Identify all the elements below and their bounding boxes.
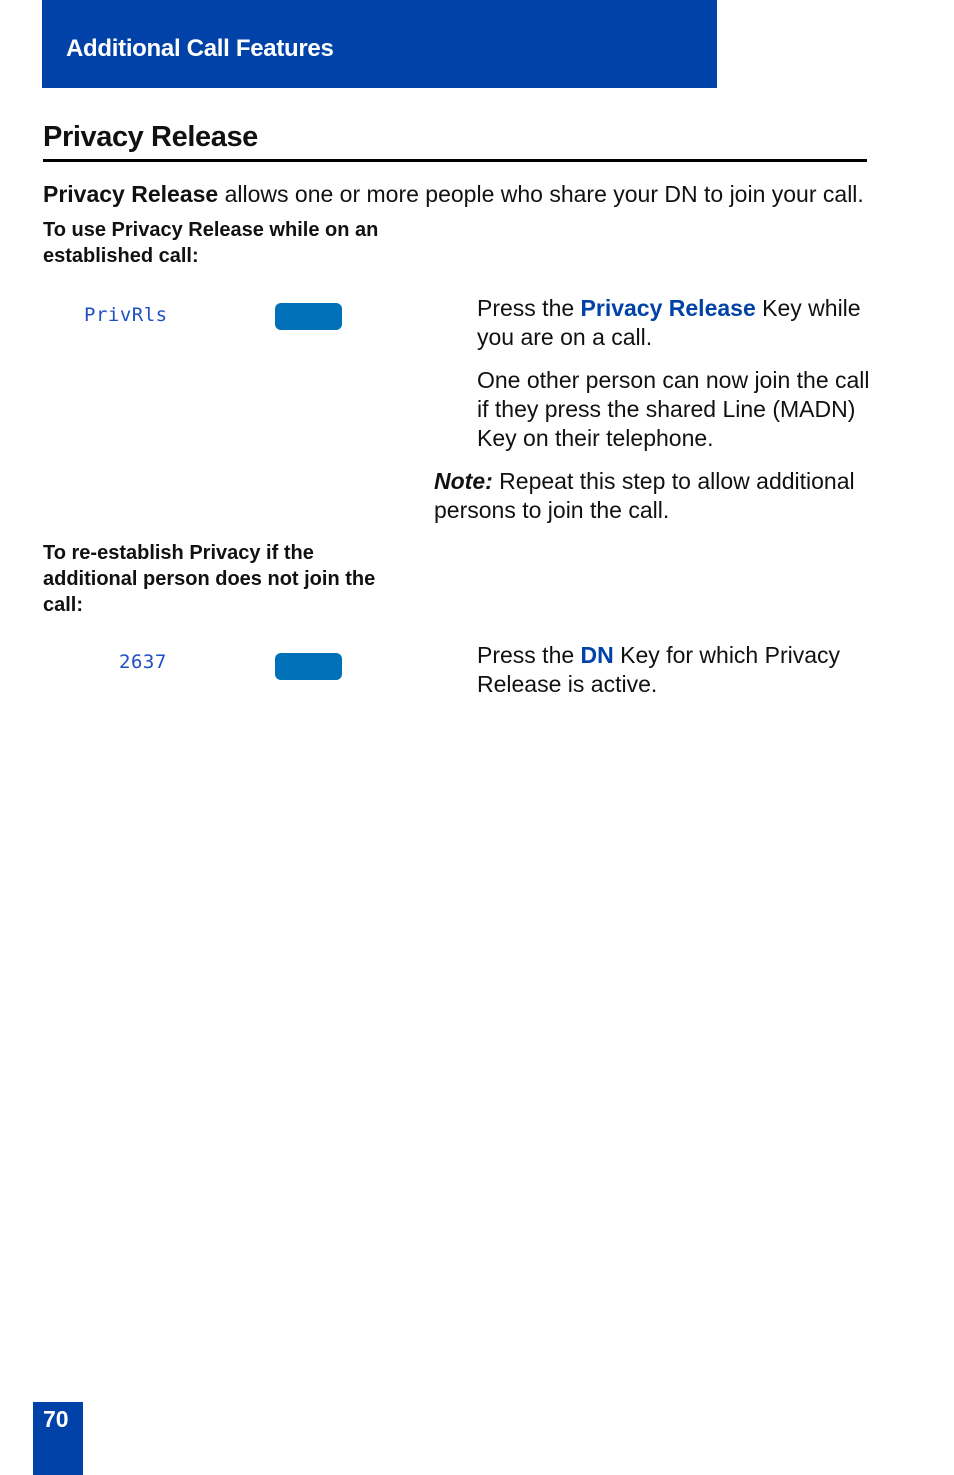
step2-instruction-prefix: Press the <box>477 642 581 668</box>
step1-instruction-prefix: Press the <box>477 295 581 321</box>
dn-display-label: 2637 <box>119 651 167 673</box>
intro-paragraph <box>43 180 923 209</box>
note-label: Note: <box>434 468 493 494</box>
step1-instruction <box>477 294 867 352</box>
privacy-release-key-button[interactable] <box>275 303 342 330</box>
step1-note <box>434 467 864 525</box>
step1-heading: To use Privacy Release while on an established call: <box>43 219 379 267</box>
header-band <box>42 0 717 88</box>
step2-heading: To re-establish Privacy if the additional person does not join the call: <box>43 542 376 616</box>
header-title: Additional Call Features <box>66 35 334 62</box>
privacy-release-keyword: Privacy Release <box>580 295 756 321</box>
step1-instruction-suffix: Key while you are on a call. <box>477 295 861 350</box>
privrls-display-label: PrivRls <box>84 304 168 326</box>
step2-instruction <box>477 641 857 699</box>
title-rule <box>43 159 867 162</box>
note-text: Repeat this step to allow additional persons to join the call. <box>434 468 855 523</box>
section-title: Privacy Release <box>43 121 258 153</box>
intro-term: Privacy Release <box>43 181 219 207</box>
step1-result-text: One other person can now join the call if they press the shared Line (MADN) Key on their telephone. <box>477 367 870 451</box>
dn-keyword: DN <box>580 642 614 668</box>
intro-text: allows one or more people who share your DN to join your call. <box>218 181 864 207</box>
page-number: 70 <box>43 1406 69 1432</box>
page-number-tab <box>33 1402 83 1475</box>
dn-key-button[interactable] <box>275 653 342 680</box>
step2-instruction-suffix: Key for which Privacy Release is active. <box>477 642 841 697</box>
